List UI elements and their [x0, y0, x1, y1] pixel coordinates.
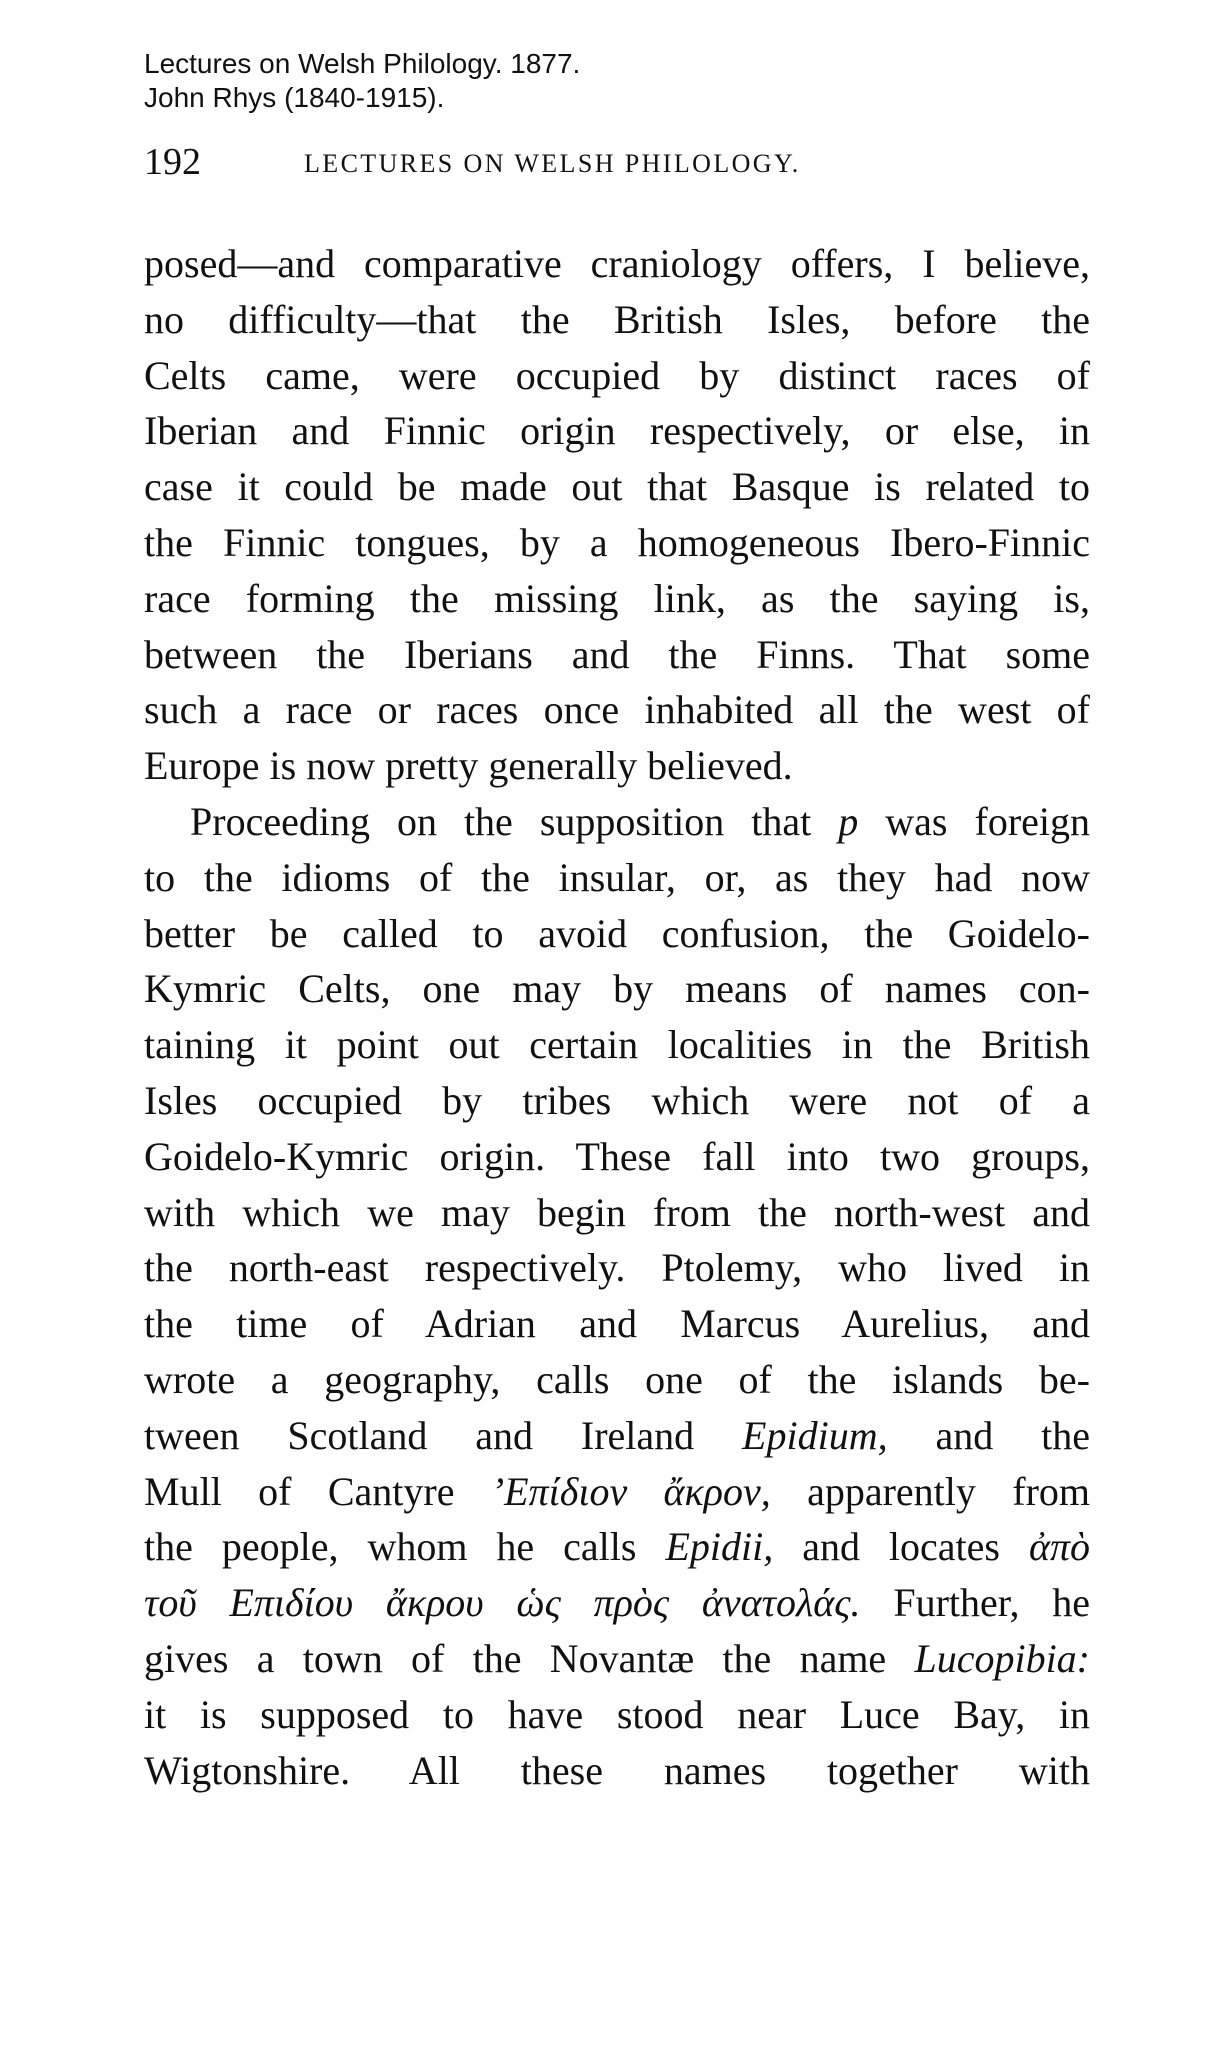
text-line	[144, 1464, 1090, 1520]
text-segment: such a race or races once inhabited all the west of	[144, 687, 1090, 733]
text-segment: apparently from	[770, 1468, 1090, 1514]
text-line	[144, 627, 1090, 683]
text-line	[144, 1296, 1090, 1352]
italic-text: ’Επίδιον ἄκρον,	[490, 1468, 771, 1514]
italic-text: ἀπὸ	[1028, 1524, 1090, 1570]
text-segment: Wigtonshire. All these names together with	[144, 1747, 1090, 1793]
text-segment: it is supposed to have stood near Luce Bay, in	[144, 1691, 1090, 1737]
text-segment: better be called to avoid confusion, the Goidelo-	[144, 910, 1090, 956]
text-line	[144, 1352, 1090, 1408]
text-line	[144, 348, 1090, 404]
text-line	[144, 1631, 1090, 1687]
text-segment: with which we may begin from the north-west and	[144, 1189, 1090, 1235]
text-line	[144, 515, 1090, 571]
text-line	[144, 236, 1090, 292]
text-segment: posed—and comparative craniology offers, I believe,	[144, 241, 1090, 286]
text-segment: Isles occupied by tribes which were not of a	[144, 1077, 1090, 1123]
italic-text: Epidium,	[742, 1412, 888, 1458]
text-segment: Celts came, were occupied by distinct races of	[144, 352, 1090, 398]
text-segment: taining it point out certain localities in the British	[144, 1022, 1090, 1068]
text-segment: the north-east respectively. Ptolemy, who lived in	[144, 1245, 1090, 1291]
text-segment: Kymric Celts, one may by means of names con-	[144, 966, 1090, 1012]
text-segment: and locates	[773, 1524, 1029, 1570]
text-line	[144, 1017, 1090, 1073]
text-segment: Mull of Cantyre	[144, 1468, 491, 1514]
text-line	[144, 1575, 1090, 1631]
text-line	[144, 1687, 1090, 1743]
text-line	[144, 794, 1090, 850]
text-line	[144, 1240, 1090, 1296]
text-segment: case it could be made out that Basque is related to	[144, 464, 1090, 510]
text-line	[144, 292, 1090, 348]
text-segment: race forming the missing link, as the saying is,	[144, 575, 1090, 621]
page-number: 192	[144, 141, 201, 183]
text-segment: the people, whom he calls	[144, 1524, 666, 1570]
text-segment: the time of Adrian and Marcus Aurelius, and	[144, 1301, 1090, 1347]
text-line	[144, 850, 1090, 906]
text-segment: Goidelo-Kymric origin. These fall into two groups,	[144, 1133, 1090, 1179]
text-line	[144, 682, 1090, 738]
text-segment: and the	[887, 1412, 1090, 1458]
text-line	[144, 1129, 1090, 1185]
text-segment: Proceeding on the supposition that	[190, 798, 839, 844]
text-line	[144, 1743, 1090, 1799]
text-line	[144, 1519, 1090, 1575]
text-line	[144, 571, 1090, 627]
text-segment: wrote a geography, calls one of the islands be-	[144, 1356, 1090, 1402]
text-line	[144, 1185, 1090, 1241]
text-segment: tween Scotland and Ireland	[144, 1412, 743, 1458]
text-segment: was foreign	[858, 798, 1090, 844]
italic-text: Epidii,	[665, 1524, 774, 1570]
italic-text: p	[838, 798, 859, 844]
text-segment: the Finnic tongues, by a homogeneous Ibero-Finnic	[144, 519, 1090, 565]
text-segment: Europe is now pretty generally believed.	[144, 743, 793, 789]
italic-text: τοῦ Επιδίου ἄκρου ὡς πρὸς ἀνατολάς.	[144, 1580, 861, 1626]
text-segment: no difficulty—that the British Isles, before the	[144, 296, 1090, 342]
text-line	[144, 1073, 1090, 1129]
document-title-line: Lectures on Welsh Philology. 1877.	[144, 48, 581, 79]
body-text	[144, 236, 1090, 1798]
italic-text: Lucopibia:	[914, 1635, 1090, 1681]
text-line	[144, 906, 1090, 962]
text-line	[144, 403, 1090, 459]
text-segment: Iberian and Finnic origin respectively, or else, in	[144, 408, 1090, 454]
text-line	[144, 961, 1090, 1017]
running-head-title: LECTURES ON WELSH PHILOLOGY.	[304, 149, 801, 178]
document-author-line: John Rhys (1840-1915).	[144, 82, 445, 113]
text-line	[144, 1408, 1090, 1464]
text-line	[144, 459, 1090, 515]
text-line	[144, 738, 1090, 794]
text-segment: gives a town of the Novantæ the name	[144, 1635, 915, 1681]
text-segment: to the idioms of the insular, or, as they had now	[144, 854, 1090, 900]
text-segment: Further, he	[860, 1580, 1090, 1626]
text-segment: between the Iberians and the Finns. That some	[144, 631, 1090, 677]
